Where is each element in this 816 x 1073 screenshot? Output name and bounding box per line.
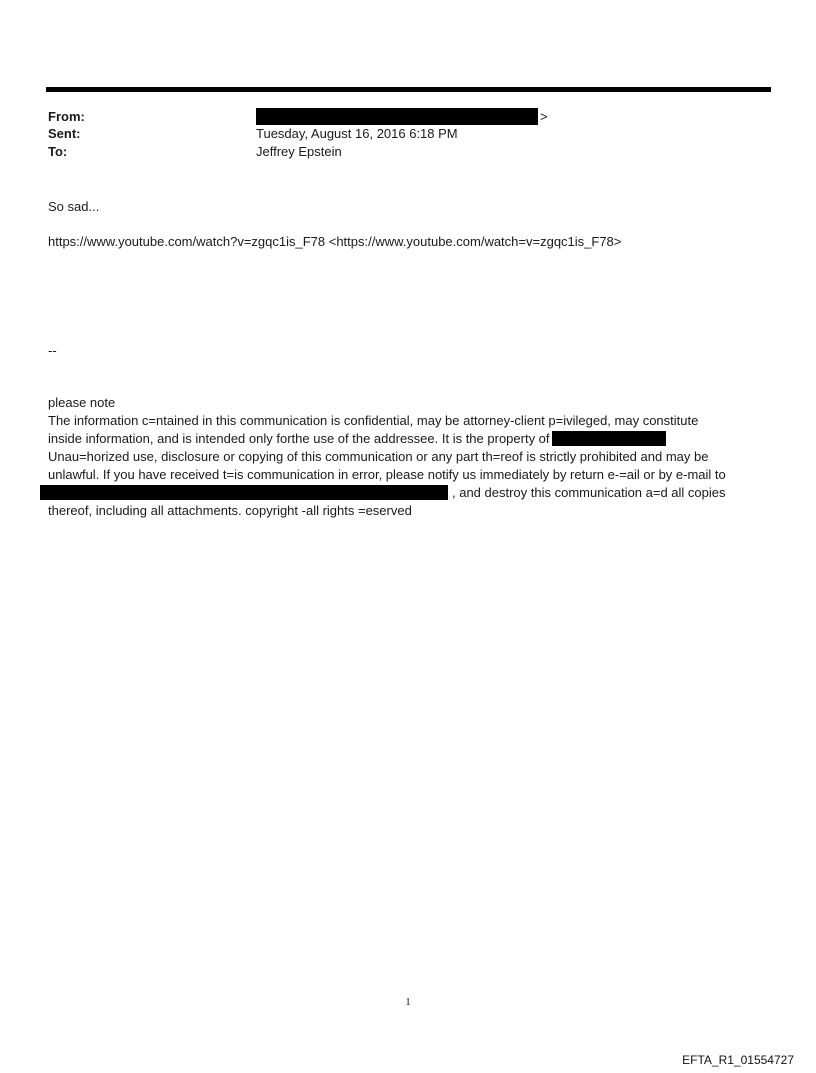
disclaimer-line-3: Unau=horized use, disclosure or copying of this communication or any part th=reof is strictly prohibited and may be bbox=[48, 449, 709, 464]
disclaimer-line-2 bbox=[48, 430, 666, 448]
from-suffix: > bbox=[540, 109, 548, 124]
from-redaction bbox=[256, 108, 538, 125]
email-redaction bbox=[40, 485, 448, 500]
disclaimer-line-6: thereof, including all attachments. copyright -all rights =eserved bbox=[48, 503, 412, 518]
header-rule bbox=[46, 87, 771, 92]
disclaimer-line-4: unlawful. If you have received t=is communication in error, please notify us immediately by return e-=ail or by e-mail to bbox=[48, 467, 726, 482]
from-label: From: bbox=[48, 109, 85, 124]
disclaimer-line-1: The information c=ntained in this communication is confidential, may be attorney-client p=ivileged, may constitute bbox=[48, 413, 699, 428]
greeting: So sad... bbox=[48, 199, 100, 214]
property-redaction bbox=[552, 431, 666, 446]
document-id: EFTA_R1_01554727 bbox=[682, 1053, 794, 1067]
youtube-link[interactable]: https://www.youtube.com/watch?v=zgqc1is_F78 <https://www.youtube.com/watch=v=zgqc1is_F78> bbox=[48, 234, 622, 249]
sent-label: Sent: bbox=[48, 126, 81, 141]
note-heading: please note bbox=[48, 395, 116, 410]
to-label: To: bbox=[48, 144, 68, 159]
signature-separator: -- bbox=[48, 343, 57, 358]
sent-value: Tuesday, August 16, 2016 6:18 PM bbox=[256, 126, 458, 141]
disclaimer-line-2-text: inside information, and is intended only forthe use of the addressee. It is the property of bbox=[48, 431, 550, 446]
disclaimer-line-5 bbox=[48, 484, 726, 502]
disclaimer-line-5-text: , and destroy this communication a=d all copies bbox=[452, 485, 726, 500]
page-number: 1 bbox=[405, 996, 411, 1008]
to-value: Jeffrey Epstein bbox=[256, 144, 342, 159]
